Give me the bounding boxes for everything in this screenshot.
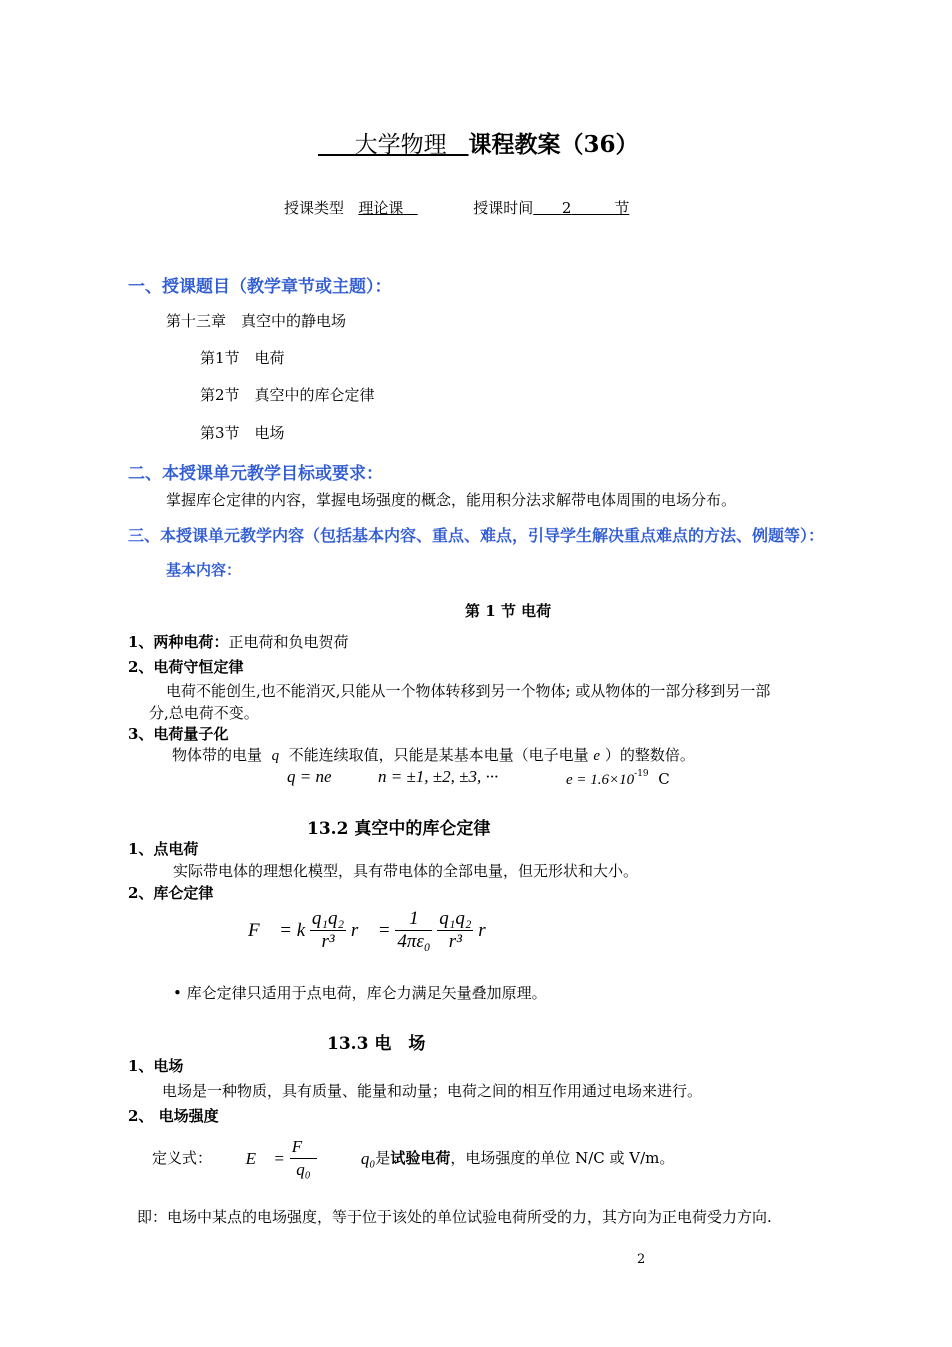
formula-e-charge: $e = 1.6\times 10^{-19}$ C xyxy=(566,769,670,788)
title-rest: 课程教案（36） xyxy=(468,131,639,158)
type-value: 理论课 xyxy=(358,199,404,217)
page-number: 2 xyxy=(637,1252,646,1267)
section-2-heading: 二、本授课单元教学目标或要求： xyxy=(128,464,383,484)
subsection-3: 第3节 电场 xyxy=(200,424,285,442)
part1-item1 xyxy=(128,631,348,652)
basic-content-label: 基本内容： xyxy=(166,561,242,579)
subsection-1: 第1节 电荷 xyxy=(200,349,285,367)
part2-heading: 13.2 真空中的库仑定律 xyxy=(307,819,491,839)
part3-heading: 13.3 电 场 xyxy=(327,1034,426,1054)
section-1-heading: 一、授课题目（教学章节或主题）： xyxy=(128,277,392,297)
item1-label: 1、两种电荷： xyxy=(128,633,229,651)
part1-item2-label: 2、电荷守恒定律 xyxy=(128,658,244,676)
time-value: 2 节 xyxy=(561,199,630,217)
item1-text: 正电荷和负电贺荷 xyxy=(228,633,349,651)
formula-q-ne: q = ne xyxy=(287,767,332,786)
part2-item1-text: 实际带电体的理想化模型，具有带电体的全部电量，但无形状和大小。 xyxy=(173,862,639,880)
subsection-2: 第2节 真空中的库仑定律 xyxy=(200,386,375,404)
field-definition: 定义式： E⃗ = $\frac{F⃗}{\text{q₀}}$ q₀是试验电荷，电场强度的单位 N/C 或 V/m。 xyxy=(152,1137,675,1179)
field-summary: 即：电场中某点的电场强度，等于位于该处的单位试验电荷所受的力，其方向为正电荷受力方向. xyxy=(137,1208,772,1226)
part1-item3-label: 3、电荷量子化 xyxy=(128,725,229,743)
section-3-heading: 三、本授课单元教学内容（包括基本内容、重点、难点，引导学生解决重点难点的方法、例题等）： xyxy=(128,526,825,545)
part1-item2-line2: 分,总电荷不变。 xyxy=(149,704,259,722)
part3-item1-text: 电场是一种物质，具有质量、能量和动量；电荷之间的相互作用通过电场来进行。 xyxy=(162,1082,703,1100)
section-2-text: 掌握库仑定律的内容，掌握电场强度的概念，能用积分法求解带电体周围的电场分布。 xyxy=(166,491,737,509)
def-label: 定义式： xyxy=(152,1149,213,1167)
part1-heading: 第 1 节 电荷 xyxy=(465,602,552,620)
symbol-e: e xyxy=(593,748,601,764)
part3-item1-label: 1、电场 xyxy=(128,1057,184,1075)
symbol-q: q xyxy=(271,748,280,764)
lesson-meta xyxy=(284,197,629,218)
type-label: 授课类型 xyxy=(284,199,345,217)
part2-item2-label: 2、库仑定律 xyxy=(128,884,214,902)
part1-item3-text: 物体带的电量 q 不能连续取值，只能是某基本电量（电子电量 e ）的整数倍。 xyxy=(172,746,695,764)
page-title xyxy=(318,126,639,159)
coulomb-formula: F⃗ = k $\frac{\text{q₁q₂}}{\text{r³}}$ r⃗ = $\frac{1}{\text{4πε₀}}$ $\frac{\text{q₁q₂}}{\text{r³}}$ r⃗ xyxy=(248,908,501,952)
course-name: 大学物理 xyxy=(354,132,447,158)
time-label: 授课时间 xyxy=(473,199,534,217)
coulomb-note: • 库仑定律只适用于点电荷，库仑力满足矢量叠加原理。 xyxy=(173,984,547,1002)
part1-item2-line1: 电荷不能创生,也不能消灭,只能从一个物体转移到另一个物体; 或从物体的一部分移到另一部 xyxy=(166,682,771,700)
part2-item1-label: 1、点电荷 xyxy=(128,840,199,858)
formula-n: n = ±1, ±2, ±3, ··· xyxy=(378,767,499,786)
part3-item2-label: 2、 电场强度 xyxy=(128,1107,219,1125)
chapter-title: 第十三章 真空中的静电场 xyxy=(166,312,347,330)
